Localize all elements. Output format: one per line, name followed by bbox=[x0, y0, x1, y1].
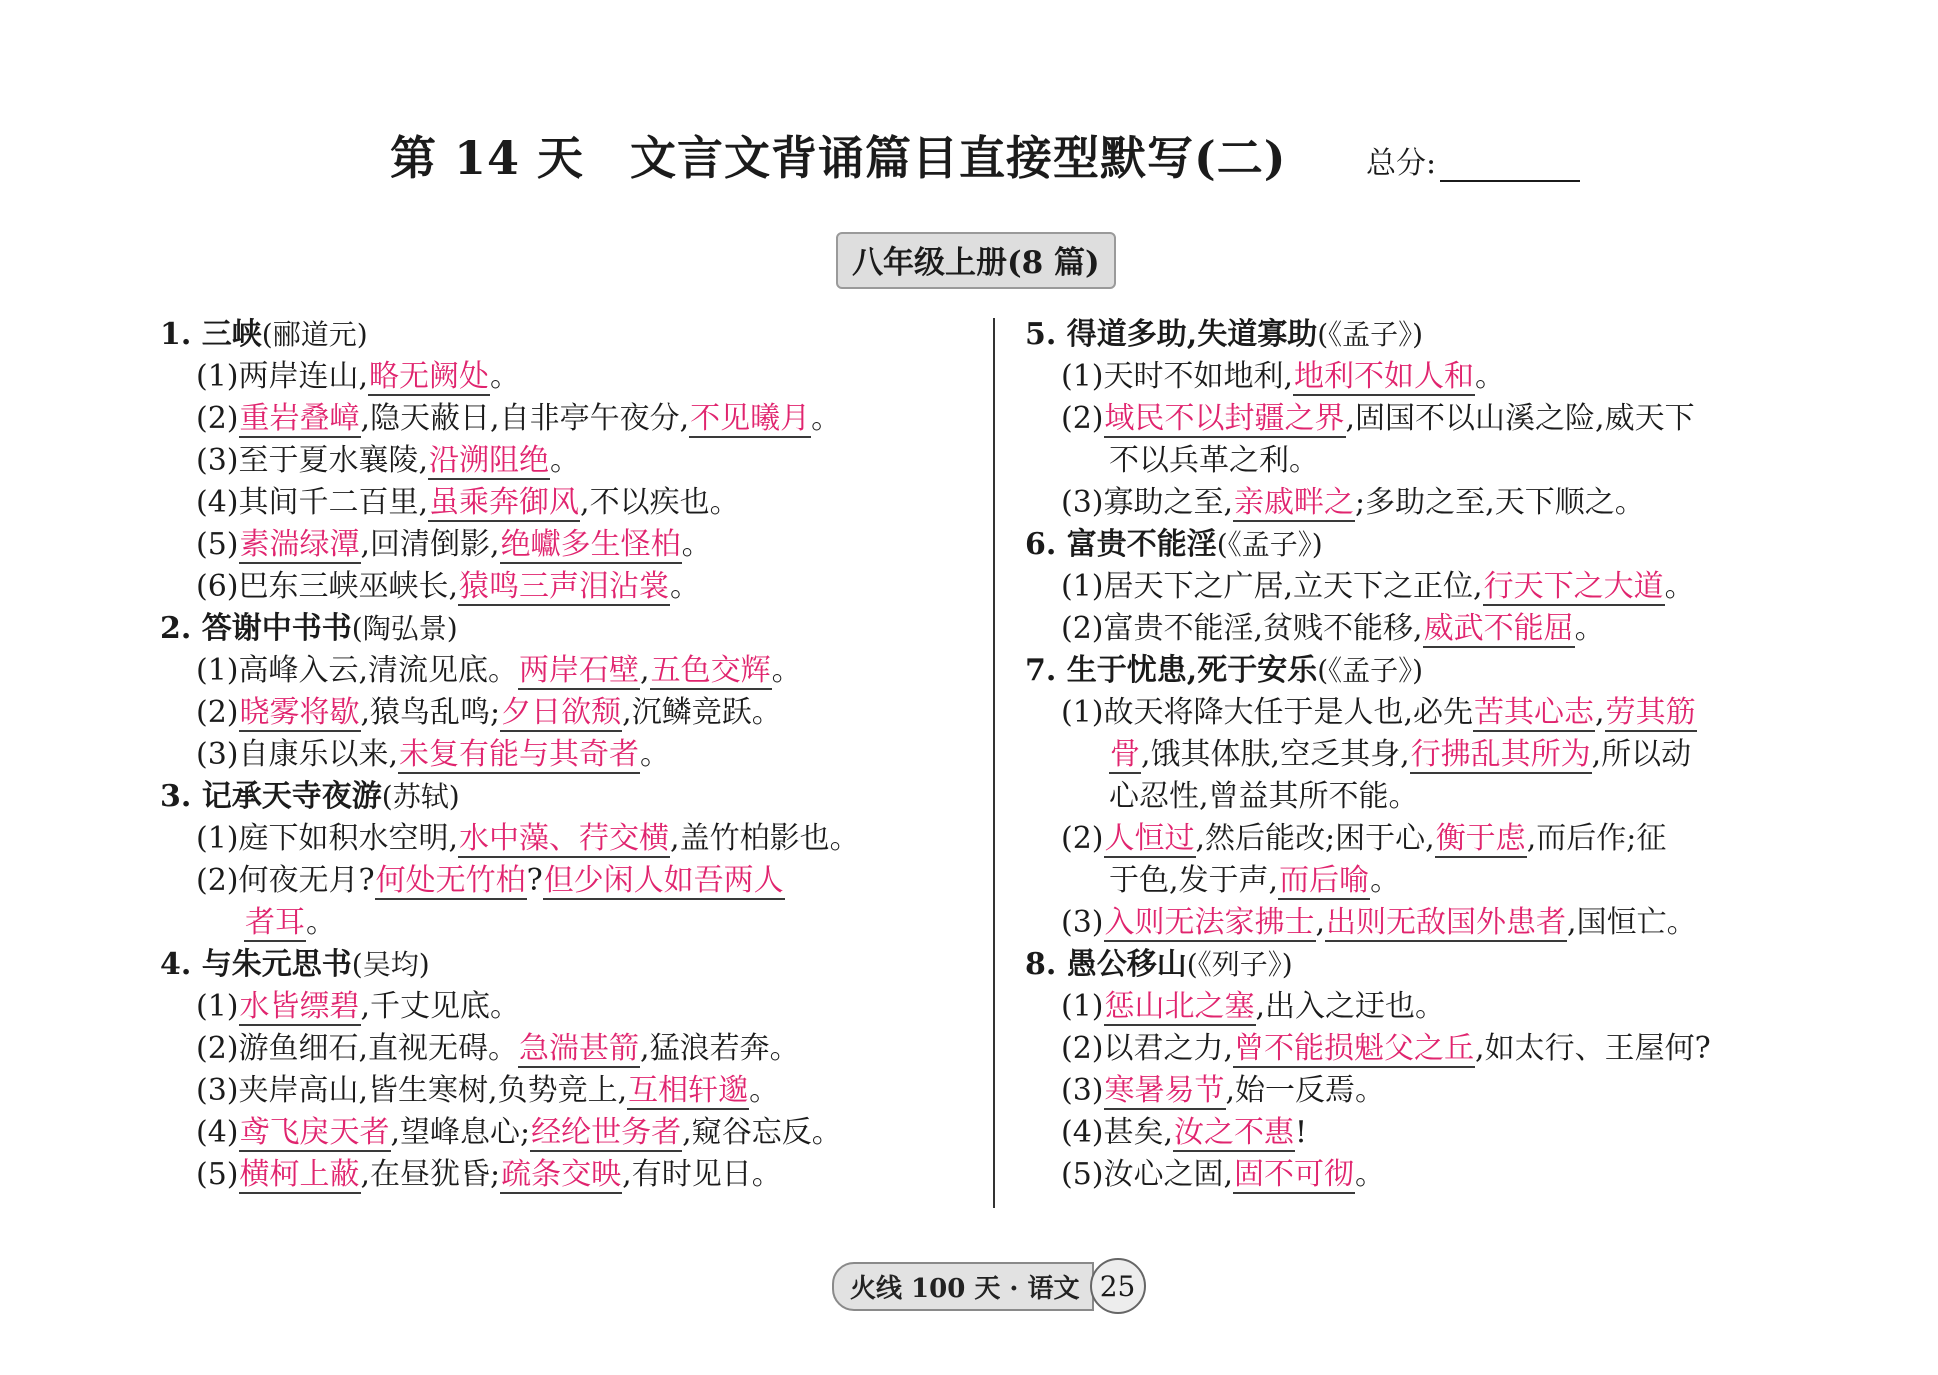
answer-text: 惩山北之塞 bbox=[1104, 989, 1255, 1024]
answer-text: 互相轩邈 bbox=[628, 1073, 749, 1108]
prompt-text: ? bbox=[526, 863, 543, 898]
answer-text: 者耳 bbox=[245, 905, 305, 940]
prompt-text: 于色,发于声, bbox=[1109, 863, 1279, 898]
prompt-text: 汝心之固, bbox=[1103, 1157, 1234, 1192]
answer-text: 素湍绿潭 bbox=[239, 527, 360, 562]
prompt-text: 以君之力, bbox=[1103, 1031, 1234, 1066]
prompt-text: ,饿其体肤,空乏其身, bbox=[1141, 737, 1410, 772]
question-number: (1) bbox=[196, 653, 239, 688]
prompt-text: , bbox=[1315, 905, 1326, 940]
question-line bbox=[160, 1154, 990, 1196]
answer-text: 水中藻、荇交横 bbox=[459, 821, 670, 856]
prompt-text: 庭下如积水空明, bbox=[238, 821, 459, 856]
section-author: (《孟子》) bbox=[1216, 528, 1323, 561]
title-day: 第 14 天 bbox=[390, 131, 585, 185]
prompt-text: ! bbox=[1295, 1115, 1308, 1150]
prompt-text: 。 bbox=[490, 359, 521, 394]
question-line bbox=[1025, 902, 1855, 944]
answer-text: 地利不如人和 bbox=[1294, 359, 1475, 394]
prompt-text: , bbox=[640, 653, 650, 688]
prompt-text: ,窥谷忘反。 bbox=[682, 1115, 842, 1150]
prompt-text: 寡助之至, bbox=[1103, 485, 1234, 520]
answer-text: 劳其筋 bbox=[1605, 695, 1696, 730]
poem-section bbox=[1025, 650, 1855, 944]
prompt-text: ,出入之迂也。 bbox=[1255, 989, 1446, 1024]
section-title-text: 1. 三峡 bbox=[160, 317, 262, 352]
prompt-text: ,在昼犹昏; bbox=[360, 1157, 501, 1192]
section-title bbox=[160, 608, 990, 650]
question-line bbox=[1025, 986, 1855, 1028]
question-line bbox=[160, 524, 990, 566]
prompt-text: 。 bbox=[681, 527, 712, 562]
question-number: (4) bbox=[196, 1115, 239, 1150]
question-line bbox=[160, 734, 990, 776]
answer-text: 曾不能损魁父之丘 bbox=[1234, 1031, 1475, 1066]
section-title-text: 8. 愚公移山 bbox=[1025, 947, 1187, 982]
prompt-text: 游鱼细石,直视无碍。 bbox=[238, 1031, 519, 1066]
answer-text: 两岸石壁 bbox=[519, 653, 640, 688]
question-line bbox=[1025, 356, 1855, 398]
prompt-text: 。 bbox=[811, 401, 842, 436]
question-number: (1) bbox=[1061, 695, 1104, 730]
answer-text: 威武不能屈 bbox=[1423, 611, 1574, 646]
question-number: (2) bbox=[1061, 1031, 1104, 1066]
prompt-text: ,国恒亡。 bbox=[1567, 905, 1697, 940]
answer-text: 鸢飞戾天者 bbox=[239, 1115, 390, 1150]
answer-text: 疏条交映 bbox=[501, 1157, 622, 1192]
question-number: (2) bbox=[196, 1031, 239, 1066]
prompt-text: 居天下之广居,立天下之正位, bbox=[1103, 569, 1483, 604]
answer-text: 重岩叠嶂 bbox=[239, 401, 360, 436]
question-number: (3) bbox=[1061, 485, 1104, 520]
prompt-text: 甚矣, bbox=[1103, 1115, 1174, 1150]
question-number: (1) bbox=[196, 359, 239, 394]
page-footer bbox=[832, 1258, 1146, 1314]
question-line bbox=[160, 818, 990, 860]
answer-text: 水皆缥碧 bbox=[239, 989, 360, 1024]
question-number: (2) bbox=[196, 863, 239, 898]
section-author: (《列子》) bbox=[1186, 948, 1293, 981]
answer-text: 汝之不惠 bbox=[1174, 1115, 1295, 1150]
section-title bbox=[160, 776, 990, 818]
question-number: (1) bbox=[196, 821, 239, 856]
prompt-text: 。 bbox=[1664, 569, 1695, 604]
question-line bbox=[1025, 692, 1855, 734]
question-line bbox=[160, 482, 990, 524]
prompt-text: 自康乐以来, bbox=[238, 737, 399, 772]
answer-text: 衡于虑 bbox=[1435, 821, 1526, 856]
prompt-text: 不以兵革之利。 bbox=[1109, 443, 1319, 478]
answer-text: 略无阙处 bbox=[369, 359, 490, 394]
prompt-text: ,沉鳞竞跃。 bbox=[622, 695, 782, 730]
prompt-text: 。 bbox=[550, 443, 581, 478]
prompt-text: ,猿鸟乱鸣; bbox=[360, 695, 501, 730]
answer-text: 寒暑易节 bbox=[1104, 1073, 1225, 1108]
question-line bbox=[160, 566, 990, 608]
question-line bbox=[1025, 1028, 1855, 1070]
question-number: (3) bbox=[196, 1073, 239, 1108]
question-line bbox=[1025, 1070, 1855, 1112]
prompt-text: 两岸连山, bbox=[238, 359, 369, 394]
question-number: (5) bbox=[1061, 1157, 1104, 1192]
title-topic: 文言文背诵篇目直接型默写(二) bbox=[630, 131, 1287, 185]
answer-text: 行拂乱其所为 bbox=[1410, 737, 1591, 772]
question-number: (3) bbox=[196, 737, 239, 772]
poem-section bbox=[160, 776, 990, 944]
answer-text: 入则无法家拂士 bbox=[1104, 905, 1315, 940]
prompt-text: 。 bbox=[771, 653, 802, 688]
prompt-text: ,不以疾也。 bbox=[580, 485, 740, 520]
answer-text: 晓雾将歇 bbox=[239, 695, 360, 730]
question-line bbox=[1025, 608, 1855, 650]
footer-label: 火线 100 天 · 语文 bbox=[832, 1262, 1094, 1311]
section-title-text: 6. 富贵不能淫 bbox=[1025, 527, 1217, 562]
section-title bbox=[160, 314, 990, 356]
prompt-text: 其间千二百里, bbox=[238, 485, 429, 520]
prompt-text: ,回清倒影, bbox=[360, 527, 500, 562]
question-number: (1) bbox=[1061, 569, 1104, 604]
question-number: (3) bbox=[1061, 905, 1104, 940]
answer-text: 绝巘多生怪柏 bbox=[500, 527, 681, 562]
answer-text: 急湍甚箭 bbox=[519, 1031, 640, 1066]
question-line-continued bbox=[1025, 440, 1855, 482]
question-line bbox=[160, 1112, 990, 1154]
prompt-text: ,望峰息心; bbox=[390, 1115, 531, 1150]
prompt-text: 故天将降大任于是人也,必先 bbox=[1103, 695, 1474, 730]
section-author: (苏轼) bbox=[381, 780, 460, 813]
prompt-text: ,千丈见底。 bbox=[360, 989, 521, 1024]
question-number: (5) bbox=[196, 1157, 239, 1192]
prompt-text: 巴东三峡巫峡长, bbox=[238, 569, 459, 604]
answer-text: 亲戚畔之 bbox=[1234, 485, 1355, 520]
question-line-continued bbox=[1025, 776, 1855, 818]
answer-text: 未复有能与其奇者 bbox=[399, 737, 640, 772]
section-title bbox=[1025, 314, 1855, 356]
section-title-text: 7. 生于忧患,死于安乐 bbox=[1025, 653, 1318, 688]
prompt-text: 心忍性,曾益其所不能。 bbox=[1109, 779, 1419, 814]
section-author: (郦道元) bbox=[261, 318, 368, 351]
section-author: (陶弘景) bbox=[351, 612, 458, 645]
question-line-continued bbox=[1025, 734, 1855, 776]
question-line bbox=[160, 398, 990, 440]
question-line-continued bbox=[1025, 860, 1855, 902]
answer-text: 人恒过 bbox=[1104, 821, 1195, 856]
question-line bbox=[160, 692, 990, 734]
question-line bbox=[1025, 398, 1855, 440]
prompt-text: 夹岸高山,皆生寒树,负势竞上, bbox=[238, 1073, 628, 1108]
answer-text: 骨 bbox=[1110, 737, 1140, 772]
left-column bbox=[160, 314, 990, 1196]
section-author: (《孟子》) bbox=[1317, 654, 1424, 687]
poem-section bbox=[160, 314, 990, 608]
poem-section bbox=[1025, 314, 1855, 524]
section-title-text: 4. 与朱元思书 bbox=[160, 947, 352, 982]
question-line bbox=[160, 650, 990, 692]
prompt-text: 天时不如地利, bbox=[1103, 359, 1294, 394]
question-line-continued bbox=[160, 902, 990, 944]
prompt-text: ;多助之至,天下顺之。 bbox=[1355, 485, 1645, 520]
prompt-text: 至于夏水襄陵, bbox=[238, 443, 429, 478]
answer-text: 出则无敌国外患者 bbox=[1326, 905, 1567, 940]
question-line bbox=[1025, 1154, 1855, 1196]
answer-text: 横柯上蔽 bbox=[239, 1157, 360, 1192]
answer-text: 夕日欲颓 bbox=[501, 695, 622, 730]
question-number: (2) bbox=[196, 401, 239, 436]
answer-text: 不见曦月 bbox=[690, 401, 811, 436]
question-line bbox=[1025, 818, 1855, 860]
prompt-text: 。 bbox=[670, 569, 701, 604]
answer-text: 行天下之大道 bbox=[1483, 569, 1664, 604]
total-score bbox=[1366, 138, 1580, 182]
prompt-text: ,如太行、王屋何? bbox=[1475, 1031, 1711, 1066]
prompt-text: 。 bbox=[1574, 611, 1605, 646]
prompt-text: 。 bbox=[1475, 359, 1506, 394]
prompt-text: 富贵不能淫,贫贱不能移, bbox=[1103, 611, 1423, 646]
question-line bbox=[160, 1028, 990, 1070]
question-number: (4) bbox=[1061, 1115, 1104, 1150]
question-line bbox=[160, 986, 990, 1028]
question-number: (6) bbox=[196, 569, 239, 604]
right-column bbox=[1025, 314, 1855, 1196]
answer-text: 沿溯阻绝 bbox=[429, 443, 550, 478]
prompt-text: 。 bbox=[640, 737, 671, 772]
answer-text: 域民不以封疆之界 bbox=[1104, 401, 1345, 436]
poem-section bbox=[1025, 524, 1855, 650]
question-number: (1) bbox=[1061, 359, 1104, 394]
section-title bbox=[160, 944, 990, 986]
prompt-text: ,有时见日。 bbox=[622, 1157, 782, 1192]
prompt-text: ,盖竹柏影也。 bbox=[670, 821, 860, 856]
section-title bbox=[1025, 944, 1855, 986]
question-number: (1) bbox=[196, 989, 239, 1024]
prompt-text: ,隐天蔽日,自非亭午夜分, bbox=[360, 401, 690, 436]
score-label: 总分: bbox=[1366, 146, 1437, 181]
question-number: (5) bbox=[196, 527, 239, 562]
poem-section bbox=[1025, 944, 1855, 1196]
poem-section bbox=[160, 608, 990, 776]
page-title bbox=[390, 122, 1287, 188]
prompt-text: 高峰入云,清流见底。 bbox=[238, 653, 519, 688]
prompt-text: 。 bbox=[749, 1073, 780, 1108]
page-number: 25 bbox=[1090, 1258, 1146, 1314]
question-number: (3) bbox=[1061, 1073, 1104, 1108]
column-divider bbox=[993, 318, 995, 1208]
section-title-text: 2. 答谢中书书 bbox=[160, 611, 352, 646]
question-line bbox=[160, 440, 990, 482]
question-line bbox=[160, 860, 990, 902]
answer-text: 固不可彻 bbox=[1234, 1157, 1355, 1192]
section-title bbox=[1025, 524, 1855, 566]
prompt-text: ,固国不以山溪之险,威天下 bbox=[1345, 401, 1695, 436]
answer-text: 苦其心志 bbox=[1474, 695, 1595, 730]
question-number: (4) bbox=[196, 485, 239, 520]
grade-badge: 八年级上册(8 篇) bbox=[836, 232, 1116, 289]
question-number: (2) bbox=[196, 695, 239, 730]
question-number: (2) bbox=[1061, 611, 1104, 646]
section-author: (吴均) bbox=[351, 948, 430, 981]
question-number: (2) bbox=[1061, 821, 1104, 856]
answer-text: 而后喻 bbox=[1279, 863, 1370, 898]
question-line bbox=[160, 356, 990, 398]
answer-text: 猿鸣三声泪沾裳 bbox=[459, 569, 670, 604]
answer-text: 但少闲人如吾两人 bbox=[543, 863, 784, 898]
prompt-text: ,然后能改;困于心, bbox=[1195, 821, 1435, 856]
prompt-text: 。 bbox=[1370, 863, 1401, 898]
question-line bbox=[1025, 482, 1855, 524]
score-blank bbox=[1440, 150, 1580, 182]
prompt-text: ,猛浪若奔。 bbox=[640, 1031, 800, 1066]
prompt-text: ,而后作;征 bbox=[1526, 821, 1667, 856]
answer-text: 何处无竹柏 bbox=[375, 863, 526, 898]
question-number: (3) bbox=[196, 443, 239, 478]
prompt-text: ,所以动 bbox=[1591, 737, 1692, 772]
question-line bbox=[160, 1070, 990, 1112]
question-number: (2) bbox=[1061, 401, 1104, 436]
question-number: (1) bbox=[1061, 989, 1104, 1024]
section-author: (《孟子》) bbox=[1317, 318, 1424, 351]
prompt-text: 何夜无月? bbox=[238, 863, 375, 898]
prompt-text: , bbox=[1595, 695, 1605, 730]
poem-section bbox=[160, 944, 990, 1196]
question-line bbox=[1025, 1112, 1855, 1154]
prompt-text: ,始一反焉。 bbox=[1225, 1073, 1386, 1108]
prompt-text: 。 bbox=[1355, 1157, 1386, 1192]
answer-text: 经纶世务者 bbox=[531, 1115, 682, 1150]
section-title-text: 5. 得道多助,失道寡助 bbox=[1025, 317, 1318, 352]
answer-text: 虽乘奔御风 bbox=[429, 485, 580, 520]
section-title bbox=[1025, 650, 1855, 692]
answer-text: 五色交辉 bbox=[650, 653, 771, 688]
question-line bbox=[1025, 566, 1855, 608]
prompt-text: 。 bbox=[306, 905, 336, 940]
section-title-text: 3. 记承天寺夜游 bbox=[160, 779, 382, 814]
